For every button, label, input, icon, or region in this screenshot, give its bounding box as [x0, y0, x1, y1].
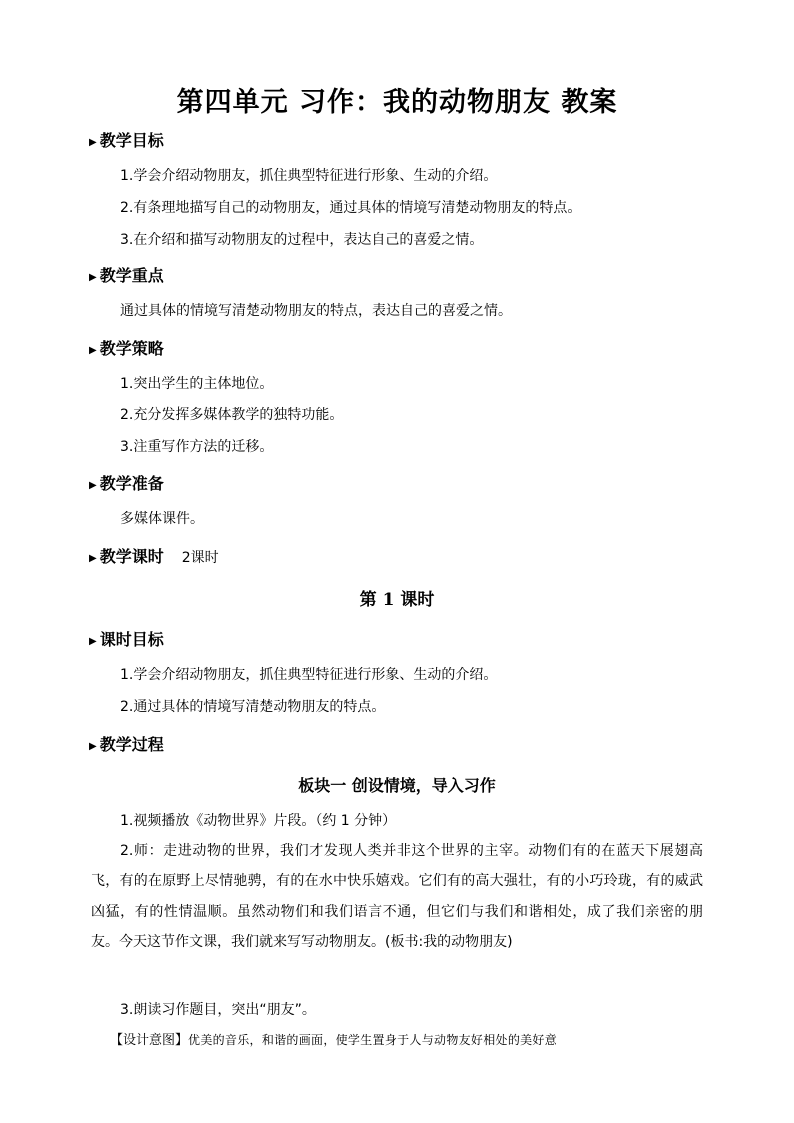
design-intent-label: 【设计意图】 [110, 1033, 189, 1048]
triangle-bullet-icon: ▶ [89, 636, 97, 647]
triangle-bullet-icon: ▶ [89, 345, 97, 356]
heading-teaching-objectives [89, 128, 164, 151]
heading-label: 课时目标 [99, 630, 164, 649]
process-step: 3.朗读习作题目，突出“朋友”。 [120, 1002, 316, 1018]
lesson-objective-item: 1.学会介绍动物朋友，抓住典型特征进行形象、生动的介绍。 [120, 667, 498, 683]
heading-strategies [89, 336, 164, 359]
process-step: 1.视频播放《动物世界》片段。（约 1 分钟） [120, 813, 397, 829]
triangle-bullet-icon: ▶ [89, 137, 97, 148]
heading-label: 教学策略 [99, 339, 164, 358]
process-step-paragraph: 2.师：走进动物的世界，我们才发现人类并非这个世界的主宰。动物们有的在蓝天下展翅高飞，有的在原野上尽情驰骋，有的在水中快乐嬉戏。它们有的高大强壮，有的小巧玲珑，有的威武凶猛，有的性情温顺。虽然动物们和我们语言不通，但它们与我们和谐相处，成了我们亲密的朋友。今天这节作文课，我们就来写写动物朋友。(板书:我的动物朋友) [91, 843, 703, 950]
heading-preparation [89, 471, 164, 494]
heading-class-hours [89, 544, 219, 567]
design-intent-note [110, 1029, 557, 1048]
strategy-item: 1.突出学生的主体地位。 [120, 376, 274, 392]
class-hours-value: 2课时 [181, 550, 219, 566]
heading-label: 教学目标 [99, 131, 164, 150]
heading-teaching-process [89, 732, 164, 755]
document-title: 第四单元 习作：我的动物朋友 教案 [176, 87, 618, 118]
triangle-bullet-icon: ▶ [89, 741, 97, 752]
triangle-bullet-icon: ▶ [89, 480, 97, 491]
triangle-bullet-icon: ▶ [89, 272, 97, 283]
triangle-bullet-icon: ▶ [89, 553, 97, 564]
heading-label: 教学准备 [99, 474, 164, 493]
objective-item: 3.在介绍和描写动物朋友的过程中，表达自己的喜爱之情。 [120, 232, 484, 248]
block-title: 板块一 创设情境，导入习作 [298, 776, 496, 795]
design-intent-text: 优美的音乐，和谐的画面，使学生置身于人与动物友好相处的美好意 [188, 1033, 558, 1047]
objective-item: 1.学会介绍动物朋友，抓住典型特征进行形象、生动的介绍。 [120, 168, 498, 184]
key-points-text: 通过具体的情境写清楚动物朋友的特点，表达自己的喜爱之情。 [120, 303, 512, 319]
lesson-objective-item: 2.通过具体的情境写清楚动物朋友的特点。 [120, 699, 386, 715]
strategy-item: 3.注重写作方法的迁移。 [120, 439, 274, 455]
heading-key-points [89, 263, 164, 286]
lesson-title: 第 1 课时 [359, 590, 435, 610]
heading-label: 教学课时 [99, 547, 164, 566]
heading-label: 教学过程 [99, 735, 164, 754]
preparation-text: 多媒体课件。 [120, 511, 204, 527]
objective-item: 2.有条理地描写自己的动物朋友，通过具体的情境写清楚动物朋友的特点。 [120, 200, 582, 216]
heading-label: 教学重点 [99, 266, 164, 285]
heading-lesson-objectives [89, 627, 164, 650]
strategy-item: 2.充分发挥多媒体教学的独特功能。 [120, 407, 344, 423]
